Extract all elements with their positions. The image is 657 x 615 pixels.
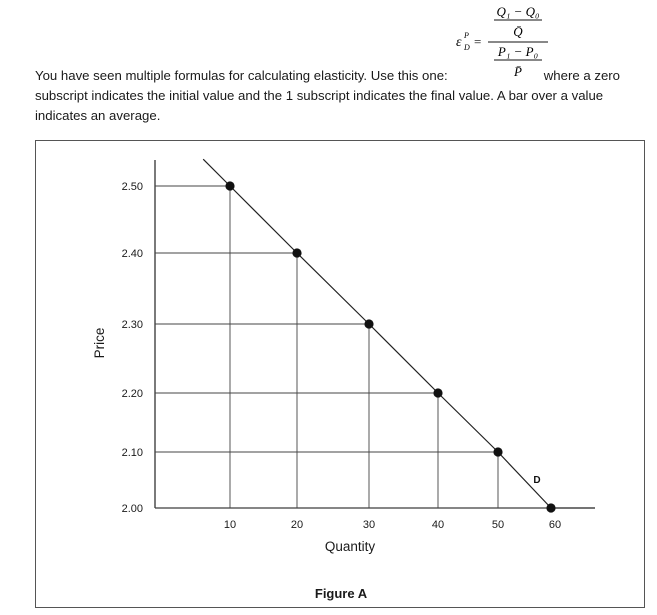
data-point-3 — [364, 319, 373, 328]
formula-subscript: D — [464, 43, 470, 52]
data-point-1 — [225, 181, 234, 190]
formula-bottom-numerator: P₁ − P₀ — [497, 44, 539, 59]
curve-label: D — [533, 475, 541, 486]
formula-superscript: P — [464, 31, 469, 40]
intro-rest: subscript indicates the initial value and the 1 subscript indicates the final value. A bar over a value indicates an average. — [35, 88, 604, 123]
formula-bottom-denominator: P̄ — [514, 64, 522, 79]
data-point-5 — [493, 447, 502, 456]
x-axis-title: Quantity — [324, 539, 376, 554]
y-tick-label: 2.20 — [121, 388, 143, 400]
formula-top-numerator: Q₁ − Q₀ — [496, 4, 540, 19]
x-tick-label: 10 — [223, 519, 237, 531]
data-point-2 — [292, 248, 301, 257]
x-tick-label: 50 — [491, 519, 505, 531]
intro-line1-end: where a zero — [543, 68, 620, 83]
data-point-4 — [433, 388, 442, 397]
y-tick-label: 2.40 — [121, 248, 143, 260]
formula-symbol: ε — [456, 35, 462, 50]
y-tick-label: 2.30 — [121, 319, 143, 331]
x-tick-label: 60 — [548, 519, 562, 531]
data-point-6 — [546, 503, 555, 512]
figure-caption: Figure A — [314, 586, 368, 601]
x-tick-label: 20 — [290, 519, 304, 531]
formula-top-denominator: Q̄ — [513, 24, 523, 39]
y-tick-label: 2.00 — [121, 503, 143, 515]
formula-equals: = — [474, 34, 482, 49]
y-axis-title: Price — [92, 327, 107, 359]
x-tick-label: 30 — [362, 519, 376, 531]
y-tick-label: 2.10 — [121, 447, 143, 459]
x-tick-label: 40 — [431, 519, 445, 531]
y-tick-label: 2.50 — [121, 181, 143, 193]
intro-line1-start: You have seen multiple formulas for calculating elasticity. Use this one: — [35, 68, 448, 83]
